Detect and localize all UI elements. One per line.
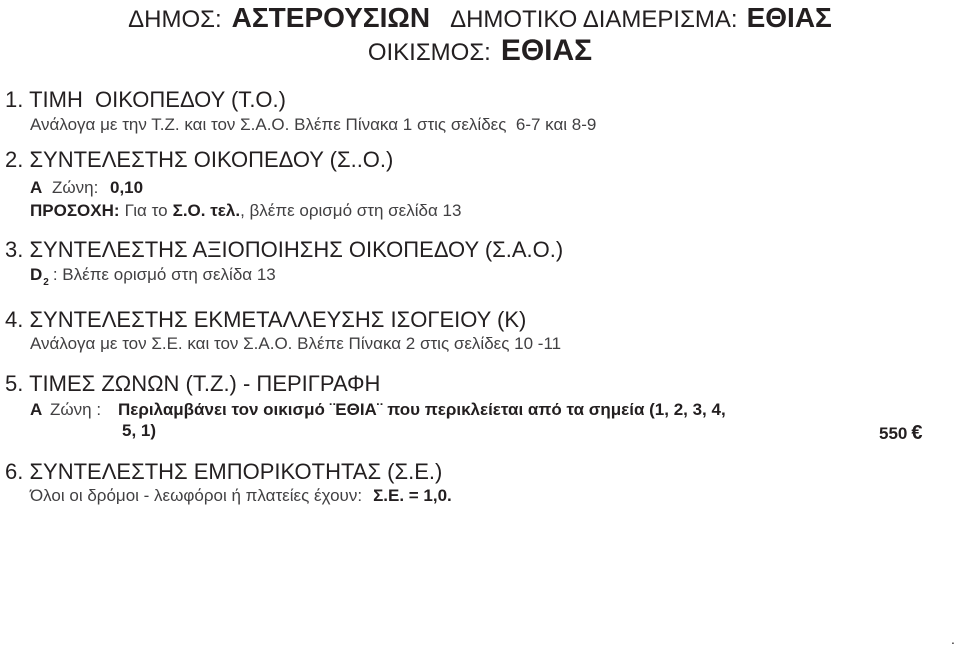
section-3-text: : Βλέπε ορισμό στη σελίδα 13 — [52, 265, 276, 284]
section-3-text-line — [30, 265, 276, 289]
section-1-title: 1. ΤΙΜΗ ΟΙΚΟΠΕΔΟΥ (Τ.Ο.) — [5, 87, 286, 112]
page-mark: . — [951, 631, 955, 647]
district-label: ΔΗΜΟΤΙΚΟ ΔΙΑΜΕΡΙΣΜΑ: — [450, 6, 738, 33]
zone-description-continuation: 5, 1) — [122, 421, 157, 440]
euro-icon: € — [911, 422, 923, 444]
symbol: D — [30, 265, 43, 284]
municipality-name: ΑΣΤΕΡΟΥΣΙΩΝ — [231, 2, 431, 33]
zone-label: Ζώνη : — [50, 400, 102, 419]
municipality-label: ΔΗΜΟΣ: — [128, 6, 222, 33]
section-6-text-line — [30, 486, 452, 506]
zone-price-value: 550 — [879, 424, 908, 443]
note-term: Σ.Ο. τελ. — [172, 201, 241, 220]
section-3-title: 3. ΣΥΝΤΕΛΕΣΤΗΣ ΑΞΙΟΠΟΙΗΣΗΣ ΟΙΚΟΠΕΔΟΥ (Σ.Α.Ο.) — [5, 237, 564, 262]
district-name: ΕΘΙΑΣ — [746, 2, 832, 33]
section-4-text: Ανάλογα με τον Σ.Ε. και τον Σ.Α.Ο. Βλέπε Πίνακα 2 στις σελίδες 10 -11 — [30, 334, 562, 353]
header-municipality-line — [0, 4, 960, 32]
note-label: ΠΡΟΣΟΧΗ: — [30, 201, 120, 220]
section-2-note-line — [30, 201, 461, 221]
note-before: Για το — [124, 201, 168, 220]
zone-label: Ζώνη: — [52, 178, 99, 197]
section-2-zone-line — [30, 178, 143, 198]
zone-description-line — [30, 400, 726, 420]
symbol-subscript: 2 — [43, 277, 49, 288]
note-after: , βλέπε ορισμό στη σελίδα 13 — [240, 201, 462, 220]
zone-letter: Α — [30, 178, 43, 197]
section-1-text: Ανάλογα με την Τ.Ζ. και τον Σ.Α.Ο. Βλέπε Πίνακα 1 στις σελίδες 6-7 και 8-9 — [30, 115, 597, 134]
settlement-label: ΟΙΚΙΣΜΟΣ: — [367, 39, 491, 66]
settlement-name: ΕΘΙΑΣ — [500, 34, 593, 67]
zone-value: 0,10 — [110, 178, 144, 197]
section-5-title: 5. ΤΙΜΕΣ ΖΩΝΩΝ (Τ.Ζ.) - ΠΕΡΙΓΡΑΦΗ — [5, 371, 381, 396]
header-settlement-line — [0, 36, 960, 66]
section-6-value: Σ.Ε. = 1,0. — [373, 486, 452, 505]
zone-letter: Α — [30, 400, 43, 419]
section-2-title: 2. ΣΥΝΤΕΛΕΣΤΗΣ ΟΙΚΟΠΕΔΟΥ (Σ..Ο.) — [5, 147, 394, 172]
section-4-title: 4. ΣΥΝΤΕΛΕΣΤΗΣ ΕΚΜΕΤΑΛΛΕΥΣΗΣ ΙΣΟΓΕΙΟΥ (Κ) — [5, 307, 527, 332]
zone-price — [879, 421, 923, 445]
zone-description: Περιλαμβάνει τον οικισμό ¨ΕΘΙΑ¨ που περικλείεται από τα σημεία (1, 2, 3, 4, — [118, 400, 726, 419]
section-6-text: Όλοι οι δρόμοι - λεωφόροι ή πλατείες έχουν: — [30, 486, 363, 505]
section-6-title: 6. ΣΥΝΤΕΛΕΣΤΗΣ ΕΜΠΟΡΙΚΟΤΗΤΑΣ (Σ.Ε.) — [5, 459, 443, 484]
